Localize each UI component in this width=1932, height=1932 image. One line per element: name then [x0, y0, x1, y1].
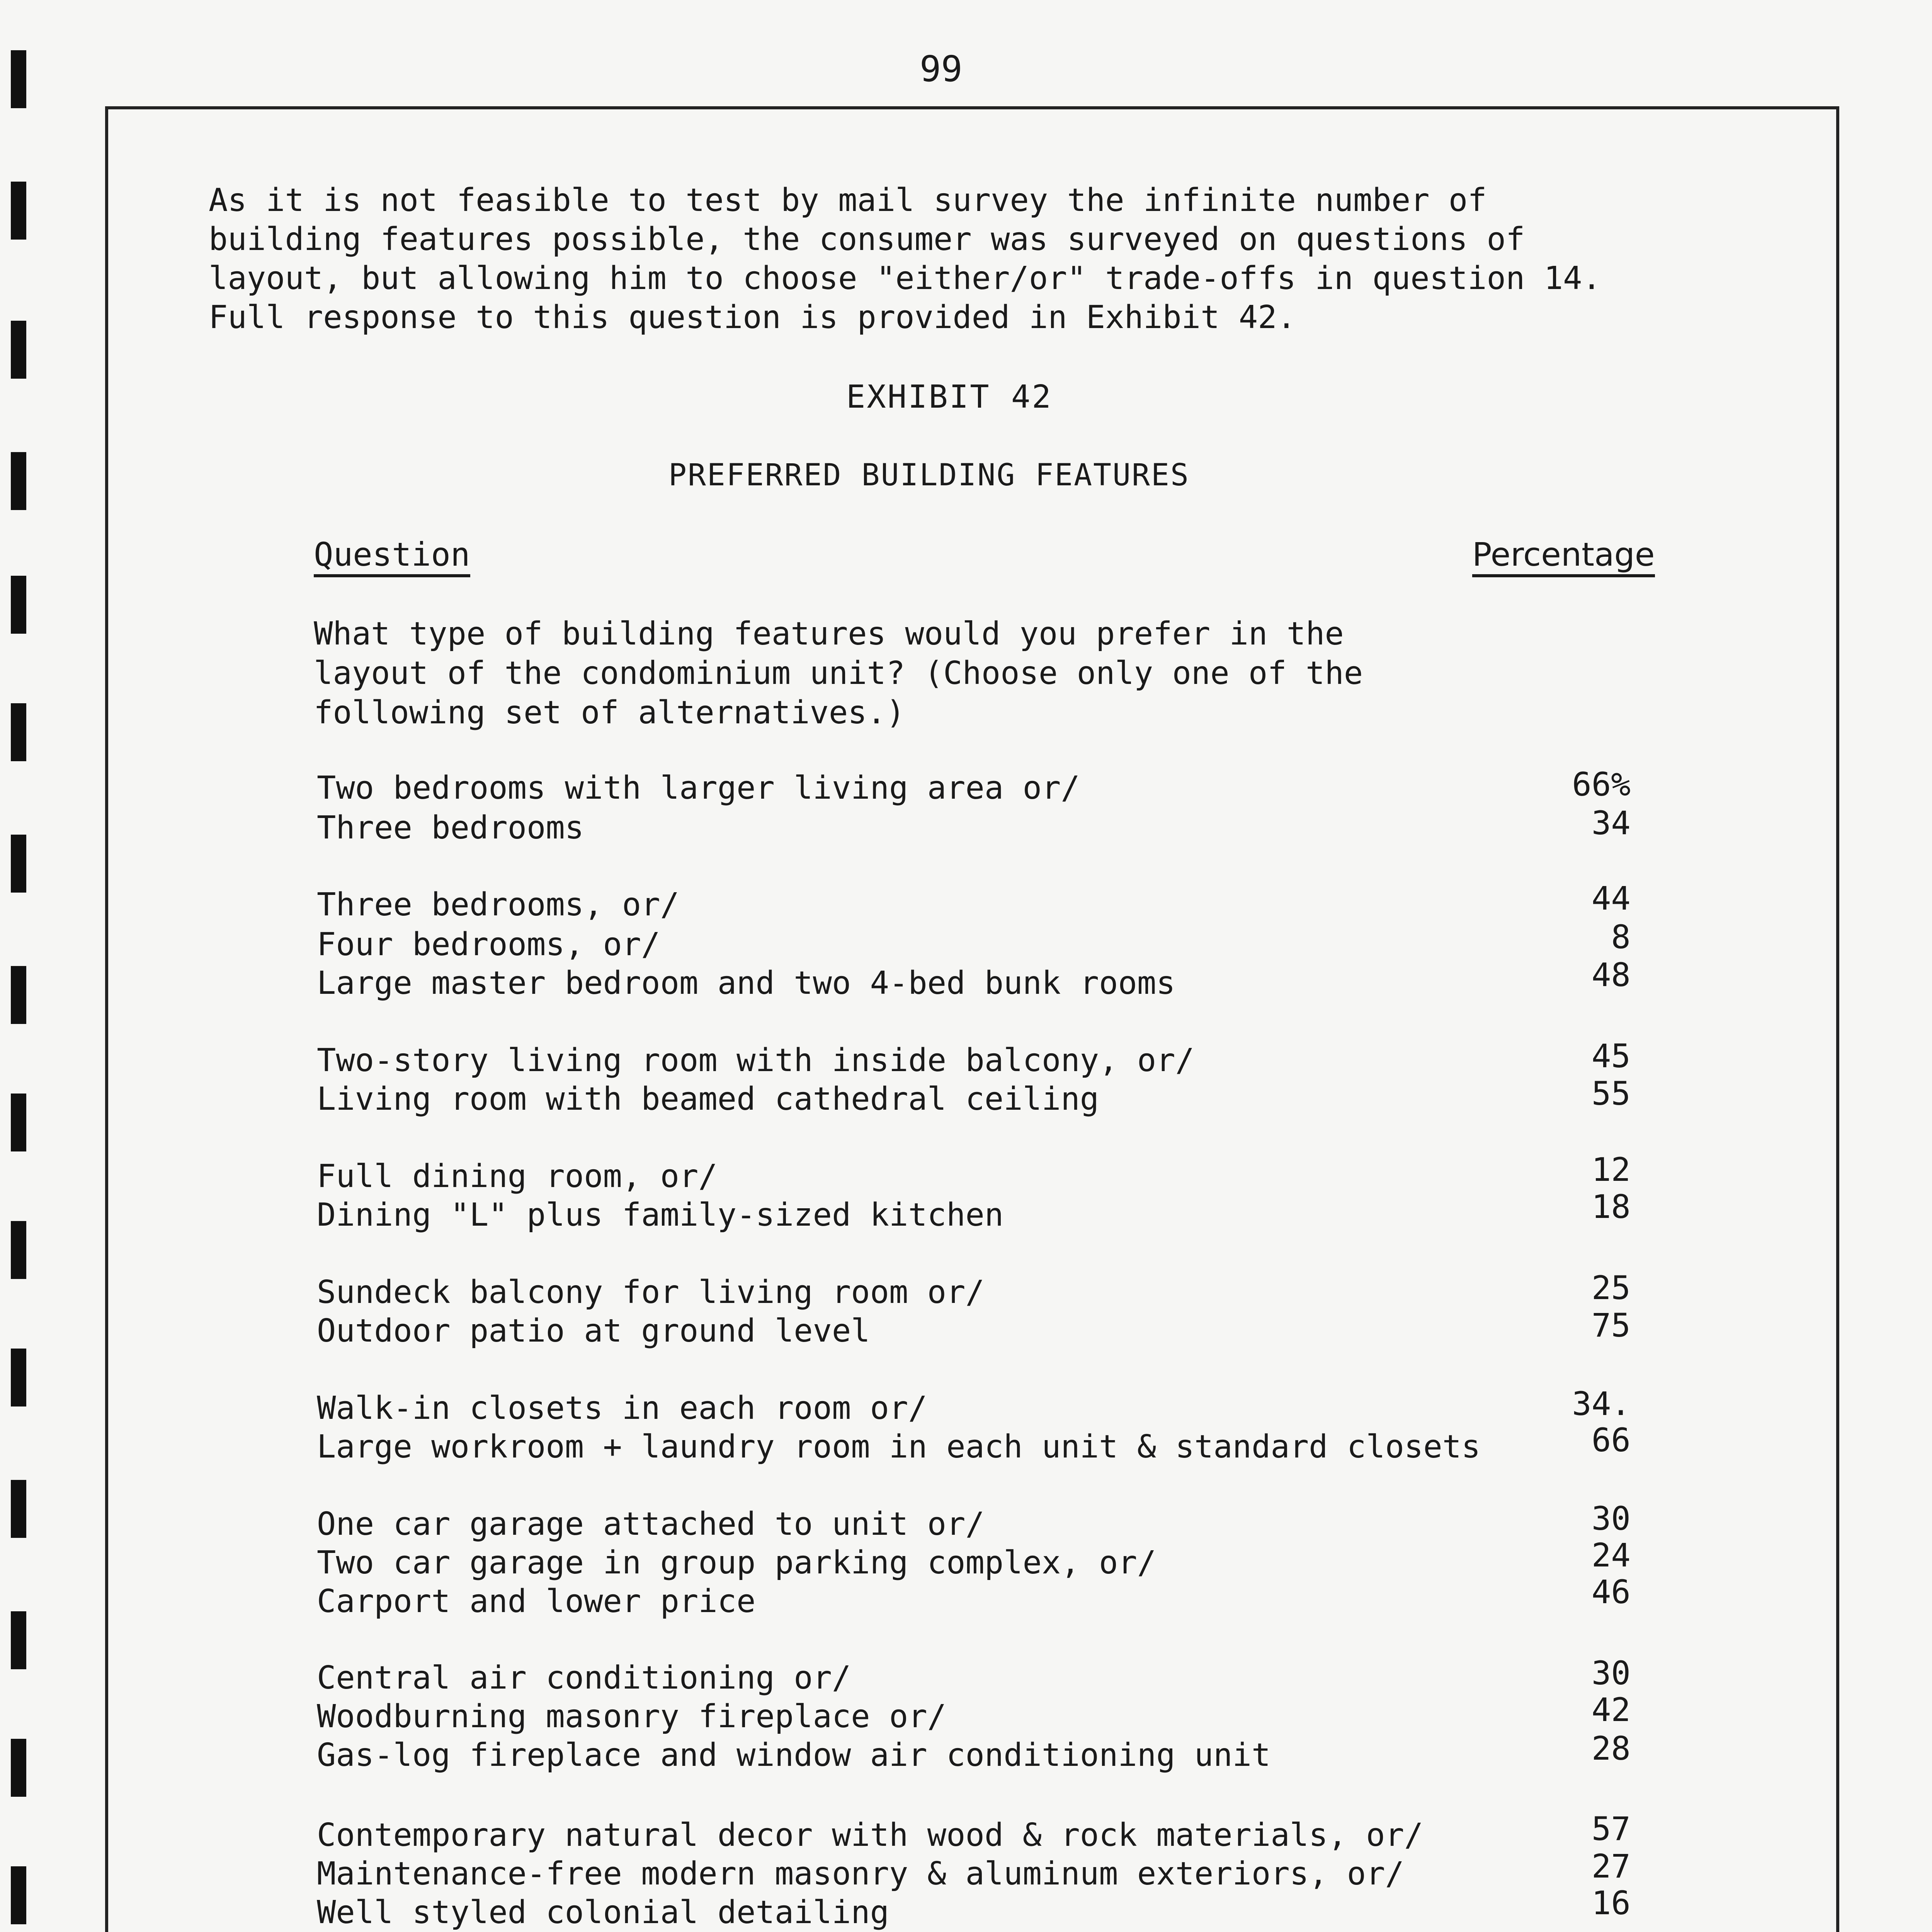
option-percentage: 34 [1591, 804, 1631, 842]
binding-mark [11, 835, 26, 893]
binding-mark [11, 321, 26, 379]
option-label: Carport and lower price [317, 1583, 756, 1620]
option-percentage: 46 [1591, 1573, 1631, 1611]
option-percentage: 44 [1591, 879, 1631, 917]
option-label: Four bedrooms, or/ [317, 926, 660, 963]
option-percentage: 66% [1572, 765, 1631, 803]
option-label: Walk-in closets in each room or/ [317, 1390, 927, 1427]
binding-mark [11, 1221, 26, 1279]
option-label: Two bedrooms with larger living area or/ [317, 770, 1080, 806]
option-percentage: 75 [1591, 1306, 1631, 1344]
option-label: Full dining room, or/ [317, 1158, 718, 1195]
option-label: Contemporary natural decor with wood & rock materials, or/ [317, 1817, 1423, 1854]
intro-line: Full response to this question is provided in Exhibit 42. [209, 299, 1296, 336]
option-label: Large workroom + laundry room in each unit & standard closets [317, 1429, 1481, 1465]
option-label: One car garage attached to unit or/ [317, 1506, 985, 1543]
intro-line: layout, but allowing him to choose "either/or" trade-offs in question 14. [209, 260, 1601, 297]
binding-mark [11, 1866, 26, 1924]
option-label: Outdoor patio at ground level [317, 1313, 870, 1349]
option-percentage: 66 [1591, 1421, 1631, 1459]
prompt-line: following set of alternatives.) [314, 694, 905, 731]
binding-mark [11, 1480, 26, 1538]
survey-prompt [314, 614, 1363, 733]
binding-mark [11, 966, 26, 1024]
binding-mark [11, 1094, 26, 1151]
binding-mark [11, 1611, 26, 1669]
option-label: Dining "L" plus family-sized kitchen [317, 1197, 1004, 1233]
binding-mark [11, 182, 26, 240]
option-label: Gas-log fireplace and window air conditioning unit [317, 1737, 1271, 1774]
prompt-line: What type of building features would you prefer in the [314, 616, 1344, 652]
option-percentage: 45 [1591, 1037, 1631, 1075]
option-percentage: 34. [1572, 1385, 1631, 1423]
intro-line: building features possible, the consumer was surveyed on questions of [209, 221, 1525, 258]
binding-mark [11, 452, 26, 510]
option-label: Maintenance-free modern masonry & aluminum exteriors, or/ [317, 1855, 1404, 1892]
binding-mark [11, 1739, 26, 1797]
binding-mark [11, 703, 26, 761]
option-label: Two-story living room with inside balcony, or/ [317, 1042, 1194, 1079]
page-number: 99 [920, 48, 963, 90]
option-percentage: 25 [1591, 1269, 1631, 1307]
option-percentage: 12 [1591, 1151, 1631, 1189]
column-header-question: Question [314, 537, 470, 577]
binding-mark [11, 1349, 26, 1406]
option-label: Three bedrooms [317, 810, 584, 846]
option-percentage: 42 [1591, 1691, 1631, 1729]
prompt-line: layout of the condominium unit? (Choose only one of the [314, 655, 1363, 692]
option-label: Central air conditioning or/ [317, 1660, 851, 1696]
option-percentage: 24 [1591, 1536, 1631, 1574]
binding-mark [11, 576, 26, 634]
option-percentage: 55 [1591, 1075, 1631, 1112]
binding-mark [11, 50, 26, 108]
column-header-percentage: Percentage [1472, 537, 1655, 577]
option-percentage: 28 [1591, 1730, 1631, 1767]
option-percentage: 18 [1591, 1188, 1631, 1226]
exhibit-title: PREFERRED BUILDING FEATURES [668, 458, 1190, 493]
option-percentage: 27 [1591, 1847, 1631, 1885]
option-label: Woodburning masonry fireplace or/ [317, 1698, 947, 1735]
option-percentage: 30 [1591, 1500, 1631, 1537]
option-label: Living room with beamed cathedral ceiling [317, 1081, 1099, 1117]
intro-paragraph [209, 181, 1762, 337]
option-label: Three bedrooms, or/ [317, 886, 679, 923]
exhibit-number: EXHIBIT 42 [846, 379, 1053, 415]
option-percentage: 30 [1591, 1654, 1631, 1692]
option-label: Well styled colonial detailing [317, 1894, 889, 1931]
option-percentage: 57 [1591, 1810, 1631, 1848]
option-label: Sundeck balcony for living room or/ [317, 1274, 985, 1311]
intro-line: As it is not feasible to test by mail survey the infinite number of [209, 182, 1487, 219]
option-percentage: 8 [1611, 918, 1631, 956]
option-percentage: 48 [1591, 956, 1631, 994]
option-label: Large master bedroom and two 4-bed bunk rooms [317, 965, 1175, 1002]
option-percentage: 16 [1591, 1884, 1631, 1922]
option-label: Two car garage in group parking complex, or/ [317, 1544, 1156, 1581]
